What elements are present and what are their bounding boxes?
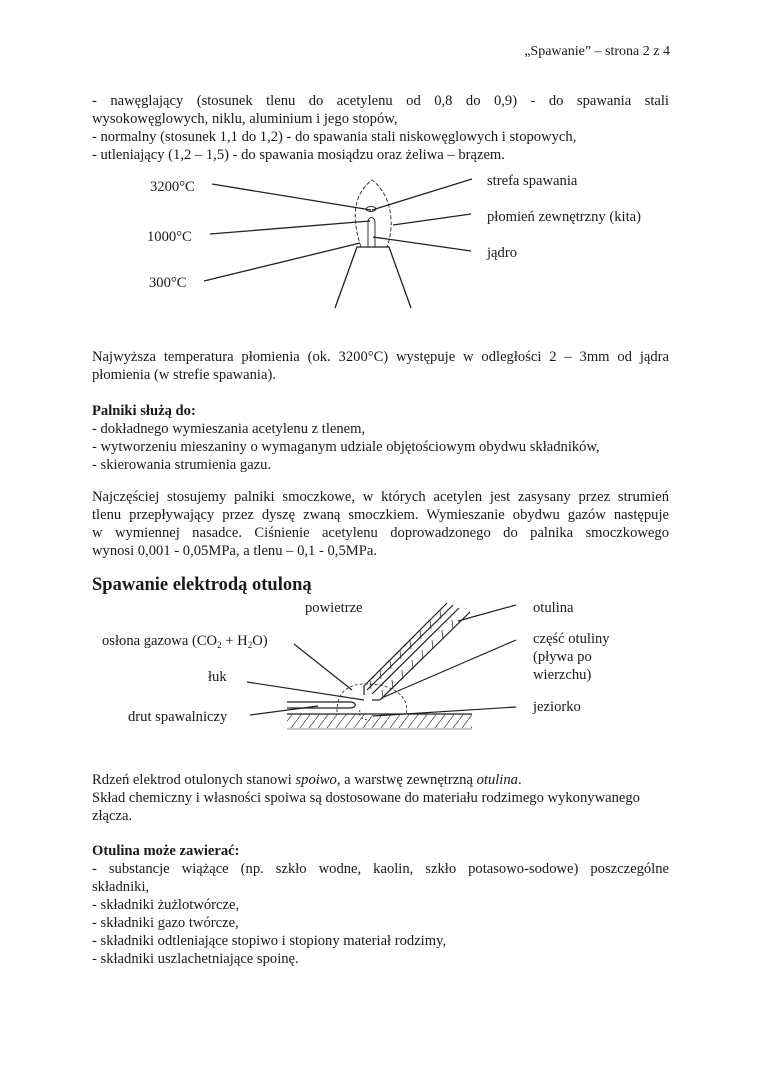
electrode-core-line-1: [367, 605, 453, 690]
label-filler-wire: drut spawalniczy: [128, 709, 228, 725]
list-item: - dokładnego wymieszania acetylenu z tlenem,: [92, 421, 366, 437]
label-coating-part: część otuliny (pływa po wierzchu): [533, 631, 610, 683]
temp-label: 300°C: [149, 275, 187, 291]
list-item: - składniki gazo twórcze,: [92, 915, 239, 931]
electrode-core-line-2: [372, 608, 459, 694]
section-title: Spawanie elektrodą otuloną: [92, 575, 312, 595]
zone-label: strefa spawania: [487, 173, 578, 189]
list-item-cont: składniki,: [92, 879, 150, 895]
label-arc: łuk: [208, 669, 227, 685]
label-gas-shield: osłona gazowa $(CO_2 + H_2O)$: [102, 633, 268, 650]
flame-type-item: - normalny (stosunek 1,1 do 1,2) - do spawania stali niskowęglowych i stopowych,: [92, 129, 577, 145]
paragraph-line: Najwyższa temperatura płomienia (ok. 3200°C) występuje w odległości 2 – 3mm od jądra: [92, 349, 669, 365]
label-weld-pool: jeziorko: [533, 699, 581, 715]
gas-shield-outline: [337, 684, 407, 714]
coating-heading: Otulina może zawierać:: [92, 843, 240, 859]
label-air: powietrze: [305, 600, 363, 616]
list-item: - substancje wiążące (np. szkło wodne, kaolin, szkło potasowo-sodowe) poszczególne: [92, 861, 669, 877]
leader-arc: [247, 682, 364, 700]
coating-contents-section: [92, 842, 669, 968]
zone-label: jądro: [487, 245, 517, 261]
leader-coating: [458, 605, 516, 621]
temp-label: 1000°C: [147, 229, 192, 245]
list-item: - składniki żużlotwórcze,: [92, 897, 240, 913]
temp-label: 3200°C: [150, 179, 195, 195]
leader-coating-part: [384, 640, 516, 697]
torches-heading: Palniki służą do:: [92, 403, 196, 419]
running-header: „Spawanie” – strona 2 z 4: [524, 44, 670, 59]
paragraph-line: w wymiennej nasadce. Ciśnienie acetylenu doprowadzonego do palnika smoczkowego: [92, 525, 669, 541]
paragraph-line: wynosi 0,001 - 0,05MPa, a tlenu – 0,1 - 0,5MPa.: [92, 543, 377, 559]
electrode-core-paragraph: [92, 771, 669, 825]
list-item: - skierowania strumienia gazu.: [92, 457, 272, 473]
list-item: - składniki odtleniające stopiwo i stopiony materiał rodzimy,: [92, 933, 447, 949]
flame-type-item: - nawęglający (stosunek tlenu do acetylenu od 0,8 do 0,9) - do spawania stali: [92, 93, 669, 109]
leader-gas-shield: [294, 644, 352, 690]
paragraph-line: złącza.: [92, 808, 133, 824]
zone-label: płomień zewnętrzny (kita): [487, 209, 641, 225]
flame-type-item-cont: wysokowęglowych, niklu, aluminium i jego stopów,: [92, 111, 398, 127]
paragraph-line: Najczęściej stosujemy palniki smoczkowe, w których acetylen jest zasysany przez strumień: [92, 489, 669, 505]
filler-wire: [287, 702, 355, 708]
flame-type-item: - utleniający (1,2 – 1,5) - do spawania mosiądzu oraz żeliwa – brązem.: [92, 147, 505, 163]
paragraph-line: tlenu przepływający przez dyszę zwaną smoczkiem. Wymieszanie obydwu gazów następuje: [92, 507, 669, 523]
paragraph-line: Rdzeń elektrod otulonych stanowi spoiwo, a warstwę zewnętrzną otulina.: [92, 772, 522, 788]
paragraph-line: Skład chemiczny i własności spoiwa są dostosowane do materiału rodzimego wykonywanego: [92, 790, 640, 806]
label-coating: otulina: [533, 600, 574, 616]
paragraph-line: płomienia (w strefie spawania).: [92, 367, 276, 383]
list-item: - wytworzeniu mieszaniny o wymaganym udziale objętościowym obydwu składników,: [92, 439, 600, 455]
list-item: - składniki uszlachetniające spoinę.: [92, 951, 299, 967]
